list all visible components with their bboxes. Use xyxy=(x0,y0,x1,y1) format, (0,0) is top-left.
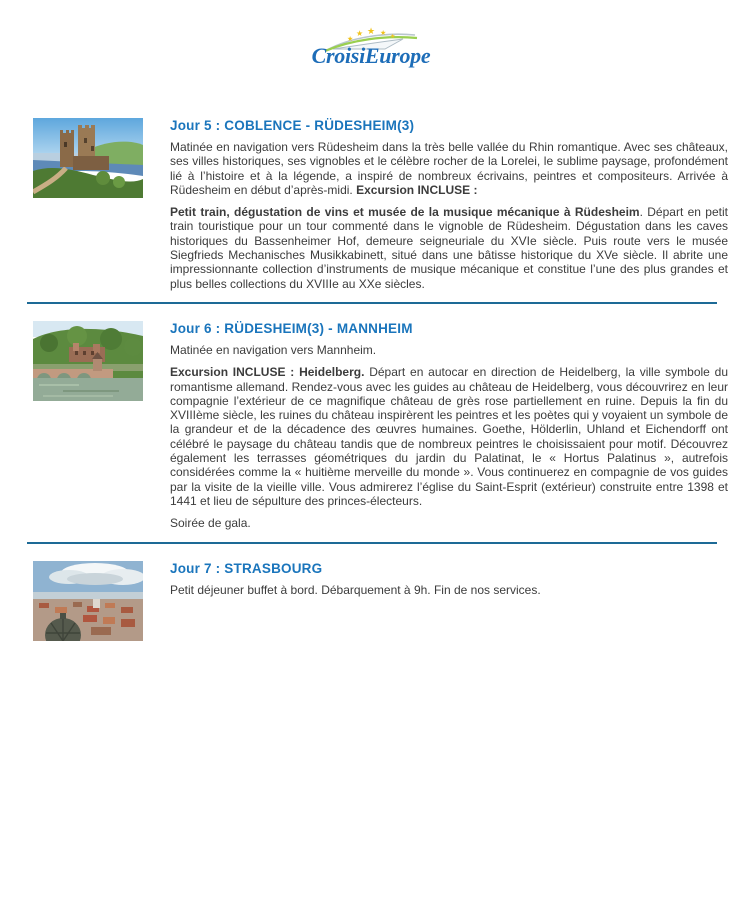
day-paragraph: Excursion INCLUSE : Heidelberg. Départ en autocar en direction de Heidelberg, la ville symbole du romantisme allemand. Rendez-vous avec les guides au château de Heidelberg, vous découvrirez en leur compagnie l’extérieur de ce magnifique château de grès rose partiellement en ruine. Depuis la fin du XVIIIème siècle, les ruines du château inspirèrent les peintres et les poètes qui y voyaient un symbole de la grandeur et de la décadence des œuvres humaines. Goethe, Hölderlin, Uhland et Eichendorff ont célébré le paysage du château tandis que de nombreux peintres le choisissaient pour motif. Découvrez également les terrasses géométriques du jardin du Palatinat, le « Hortus Palatinus », autrefois considérées comme la « huitième merveille du monde ». Vous continuerez en compagnie de vos guides par la visite de la vieille ville. Vous admirerez l’église du Saint-Esprit (extérieur) construite entre 1398 et 1441 et lieu de sépulture des princes-électeurs. xyxy=(170,365,728,508)
svg-text:★: ★ xyxy=(367,26,376,36)
section-jour-6-content xyxy=(170,321,728,531)
svg-text:★: ★ xyxy=(356,29,364,38)
svg-text:★: ★ xyxy=(380,30,387,37)
day-paragraph: Petit déjeuner buffet à bord. Débarquement à 9h. Fin de nos services. xyxy=(170,582,541,597)
rhine-castle-photo xyxy=(33,118,143,198)
section-divider xyxy=(27,542,717,544)
day-paragraph: Matinée en navigation vers Mannheim. xyxy=(170,342,377,357)
croisieurope-logo xyxy=(0,0,742,67)
section-jour-7-content xyxy=(170,561,728,597)
itinerary-sections xyxy=(0,118,742,641)
section-jour-7 xyxy=(0,561,742,641)
logo-text: CroisiEurope xyxy=(311,43,431,68)
section-jour-5 xyxy=(0,118,742,291)
day-title: Jour 6 : RÜDESHEIM(3) - MANNHEIM xyxy=(170,320,413,336)
day-paragraph: Soirée de gala. xyxy=(170,516,251,531)
section-jour-5-content xyxy=(170,118,728,291)
section-divider xyxy=(27,302,717,304)
heidelberg-bridge-photo xyxy=(33,321,143,401)
strasbourg-cityscape-photo xyxy=(33,561,143,641)
section-jour-6 xyxy=(0,321,742,531)
day-paragraph: Matinée en navigation vers Rüdesheim dans la très belle vallée du Rhin romantique. Avec ses châteaux, ses villes historiques, ses vignobles et le célèbre rocher de la Lorelei, le sublime paysage, profondément lié à l’histoire et à la légende, a inspiré de nombreux écrivains, peintres et compositeurs. Arrivée à Rüdesheim en début d’après-midi. Excursion INCLUSE : xyxy=(170,140,728,197)
day-title: Jour 7 : STRASBOURG xyxy=(170,560,323,576)
svg-text:★: ★ xyxy=(347,36,354,43)
day-title: Jour 5 : COBLENCE - RÜDESHEIM(3) xyxy=(170,118,415,133)
day-paragraph: Petit train, dégustation de vins et musée de la musique mécanique à Rüdesheim. Départ en petit train touristique pour un tour commenté dans le vignoble de Rüdesheim. Dégustation dans les caves historiques du Bassenheimer Hof, demeure seigneuriale du XVIe siècle. Puis route vers le musée Siegfrieds Mechanisches Musikkabinett, situé dans une bâtisse historique du XVe siècle. Il abrite une impressionnante collection d’instruments de musique mécanique et constitue l’une des plus grandes et plus belles collections du XVIIIe au XXe siècles. xyxy=(170,205,728,291)
svg-text:★: ★ xyxy=(390,34,396,40)
